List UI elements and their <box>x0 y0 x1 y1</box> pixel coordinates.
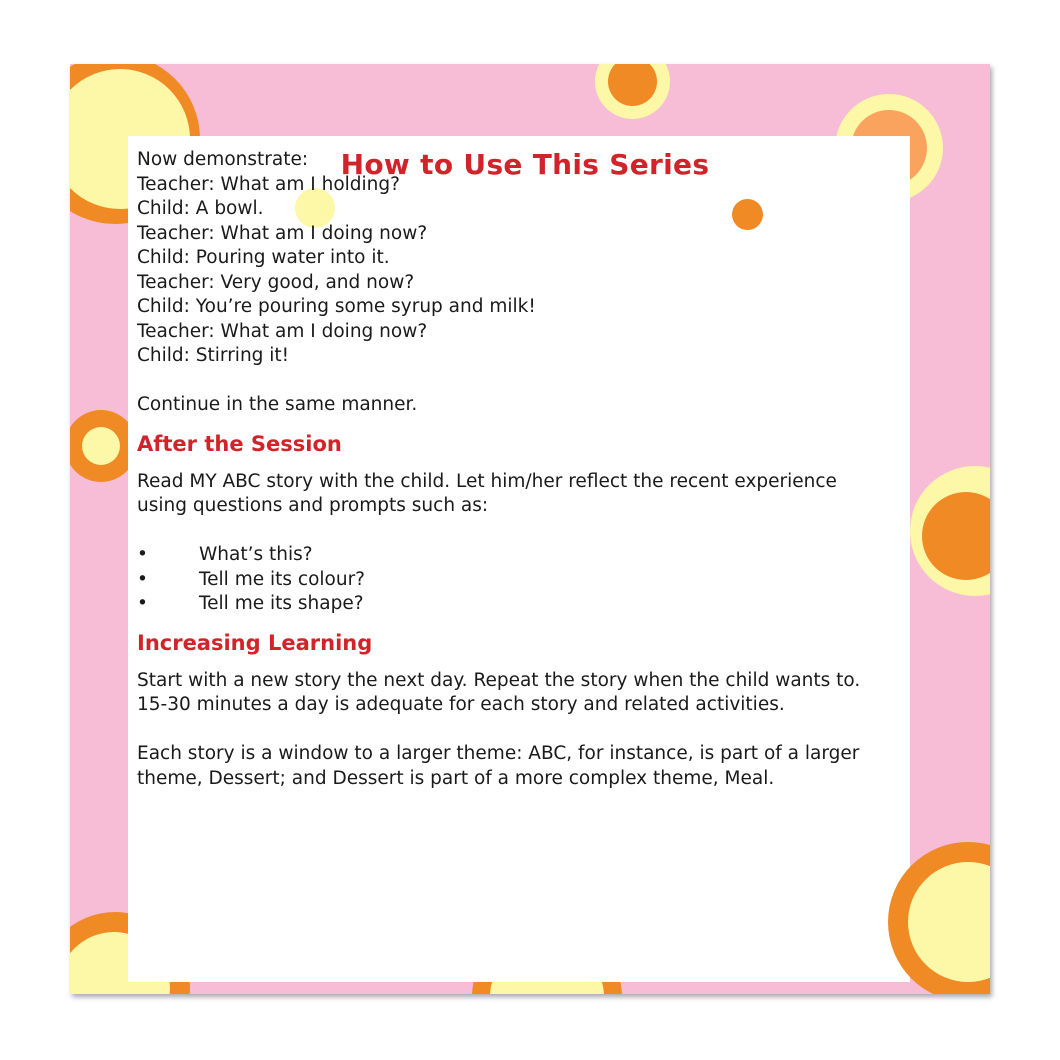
dialogue-line: Teacher: What am I holding? <box>137 173 400 195</box>
increasing-learning-paragraph-line: theme, Dessert; and Dessert is part of a more complex theme, Meal. <box>137 767 775 789</box>
increasing-learning-heading: Increasing Learning <box>137 630 373 655</box>
dialogue-line: Child: You’re pouring some syrup and milk! <box>137 296 536 317</box>
increasing-learning-paragraph-line: Start with a new story the next day. Repeat the story when the child wants to. <box>137 669 861 691</box>
dialogue-line: Teacher: What am I doing now? <box>137 222 428 244</box>
bullet-text: Tell me its shape? <box>199 593 364 614</box>
bullet-text: What’s this? <box>199 544 313 565</box>
dialogue-line: Child: Pouring water into it. <box>137 247 390 268</box>
increasing-learning-paragraph-line: Each story is a window to a larger theme: ABC, for instance, is part of a larger <box>137 743 860 764</box>
content-text <box>137 148 897 791</box>
bullet-item <box>137 568 897 593</box>
bullet-text: Tell me its colour? <box>199 568 365 590</box>
bullet-item <box>137 543 897 568</box>
page-title: How to Use This Series <box>340 148 710 181</box>
circle-left-yellow-center-decoration <box>82 427 120 465</box>
bullet-marker: • <box>137 593 148 614</box>
dialogue-line: Now demonstrate: <box>137 149 309 170</box>
continue-text: Continue in the same manner. <box>137 394 418 415</box>
after-session-heading: After the Session <box>137 431 342 456</box>
after-session-paragraph-line: Read MY ABC story with the child. Let him/her reflect the recent experience <box>137 470 837 492</box>
bullet-item <box>137 592 897 617</box>
dialogue-line: Teacher: Very good, and now? <box>137 271 415 293</box>
bullet-marker: • <box>137 568 148 590</box>
dialogue-line: Child: Stirring it! <box>137 345 290 366</box>
increasing-learning-paragraph-line: 15-30 minutes a day is adequate for each story and related activities. <box>137 694 785 715</box>
dialogue-line: Teacher: What am I doing now? <box>137 320 428 342</box>
bullet-marker: • <box>137 544 148 565</box>
after-session-paragraph-line: using questions and prompts such as: <box>137 495 489 516</box>
dialogue-line: Child: A bowl. <box>137 198 264 219</box>
